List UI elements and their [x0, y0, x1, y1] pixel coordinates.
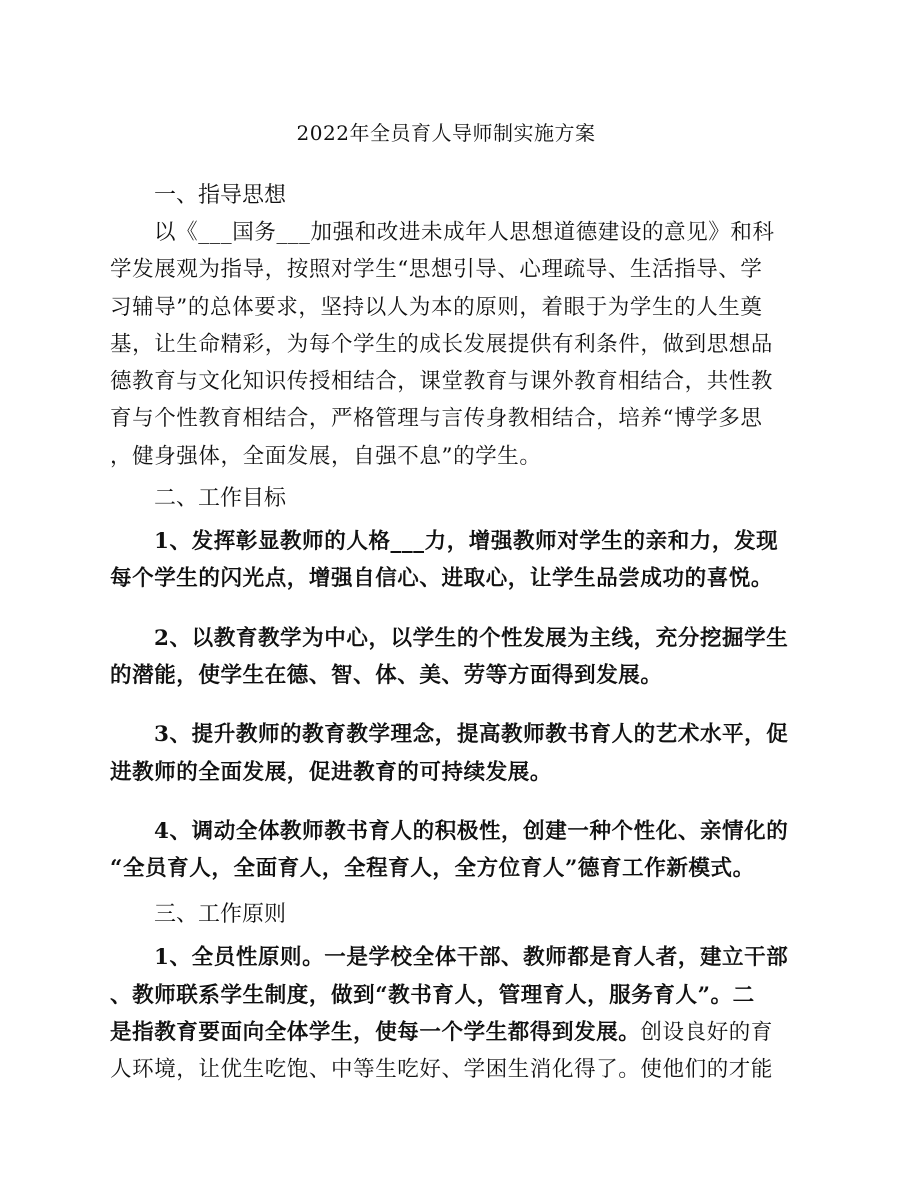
list-work-goals: [110, 523, 789, 887]
text-line-mixed: [110, 1014, 782, 1051]
list-item: [110, 620, 789, 695]
text-line: 2、以教育教学为中心，以学生的个性发展为主线，充分挖掘学生: [154, 625, 789, 651]
list-item: [110, 716, 789, 791]
list-item: [110, 523, 782, 598]
section-heading-work-principles: 三、工作原则: [154, 902, 287, 928]
text-line: 每个学生的闪光点，增强自信心、进取心，让学生品尝成功的喜悦。: [110, 566, 774, 592]
text-bold-run: 是指教育要面向全体学生，使每一个学生都得到发展。: [110, 1020, 641, 1046]
paragraph-guiding-ideology: [110, 214, 782, 475]
section-heading-guiding-ideology: 一、指导思想: [154, 183, 287, 208]
text-line: 育与个性教育相结合，严格管理与言传身教相结合，培养“博学多思: [110, 406, 763, 432]
text-line: 德教育与文化知识传授相结合，课堂教育与课外教育相结合，共性教: [110, 369, 774, 395]
text-line: 以《___国务___加强和改进未成年人思想道德建设的意见》和科: [154, 220, 775, 245]
text-line: 习辅导”的总体要求，坚持以人为本的原则，着眼于为学生的人生奠: [110, 294, 763, 320]
text-line: 、教师联系学生制度，做到“教书育人，管理育人，服务育人”。二: [110, 982, 755, 1008]
text-line: “全员育人，全面育人，全程育人，全方位育人”德育工作新模式。: [110, 856, 755, 882]
text-line: 的潜能，使学生在德、智、体、美、劳等方面得到发展。: [110, 662, 663, 688]
list-item: [110, 813, 789, 888]
text-line: ，健身强体，全面发展，自强不息”的学生。: [110, 443, 542, 469]
document-page: [110, 118, 789, 1089]
text-line: 基，让生命精彩，为每个学生的成长发展提供有利条件，做到思想品: [110, 331, 774, 357]
text-line: 1、发挥彰显教师的人格___力，增强教师对学生的亲和力，发现: [154, 529, 779, 555]
document-title: 2022年全员育人导师制实施方案: [296, 121, 596, 145]
text-line: 学发展观为指导，按照对学生“思想引导、心理疏导、生活指导、学: [110, 257, 763, 283]
text-line: 3、提升教师的教育教学理念，提高教师教书育人的艺术水平，促: [154, 722, 789, 748]
text-normal-run: 创设良好的育: [640, 1020, 774, 1046]
text-line: 4、调动全体教师教书育人的积极性，创建一种个性化、亲情化的: [154, 818, 789, 844]
text-line: 1、全员性原则。一是学校全体干部、教师都是育人者，建立干部: [154, 945, 789, 971]
text-line: 进教师的全面发展，促进教育的可持续发展。: [110, 759, 553, 785]
paragraph-work-principles: [110, 939, 789, 1088]
section-heading-work-goals: 二、工作目标: [154, 486, 287, 512]
text-line: 人环境，让优生吃饱、中等生吃好、学困生消化得了。使他们的才能: [110, 1057, 774, 1083]
